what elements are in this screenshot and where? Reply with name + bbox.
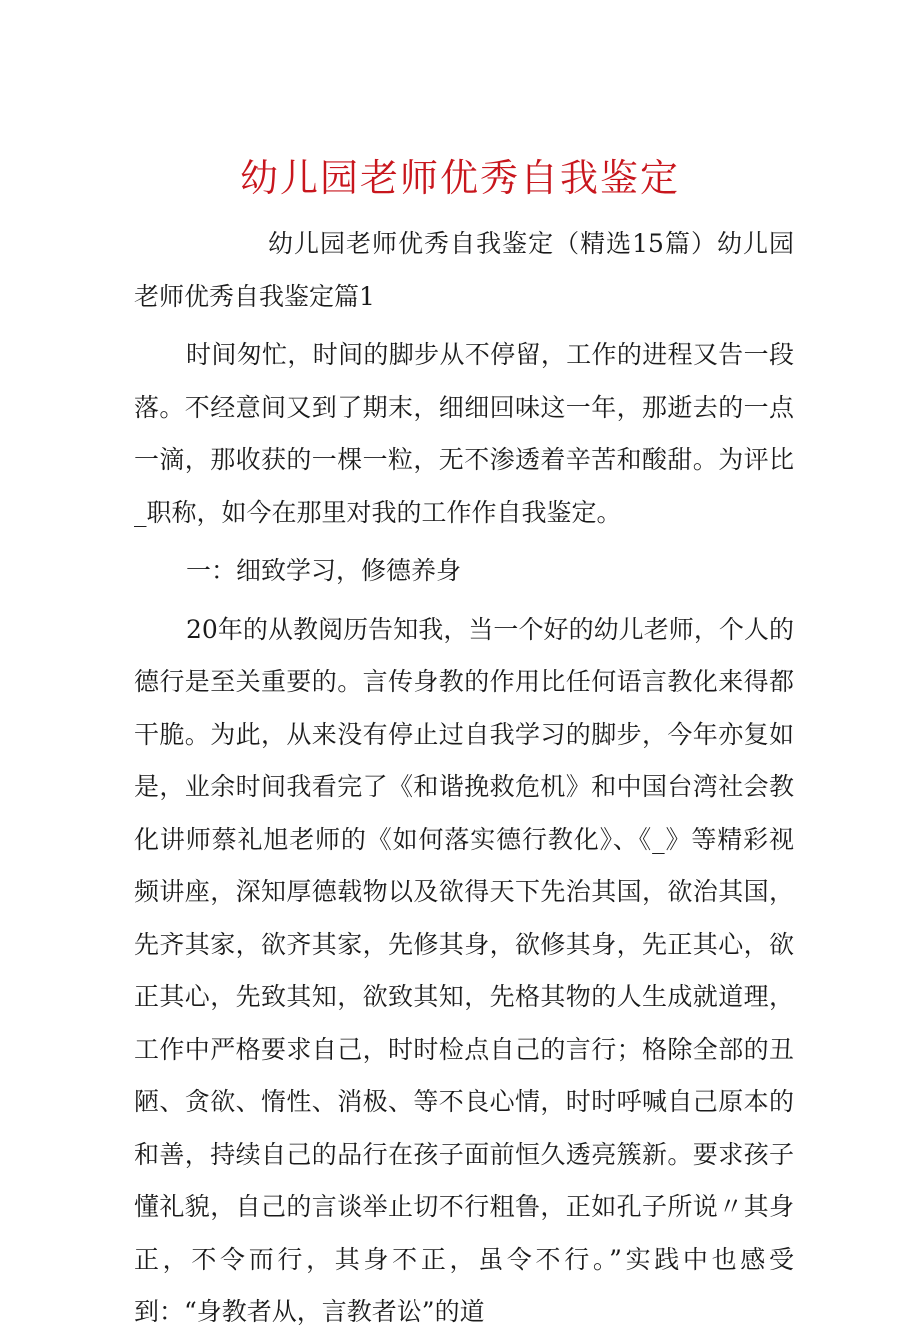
paragraph-body: 20年的从教阅历告知我，当一个好的幼儿老师，个人的德行是至关重要的。言传身教的作用比任何语言教化来得都干脆。为此，从来没有停止过自我学习的脚步，今年亦复如是，业余时间我看完了《和谐挽救危机》和中国台湾社会教化讲师蔡礼旭老师的《如何落实德行教化》、《_》等精彩视频讲座，深知厚德载物以及欲得天下先治其国，欲治其国，先齐其家，欲齐其家，先修其身，欲修其身，先正其心，欲正其心，先致其知，欲致其知，先格其物的人生成就道理，工作中严格要求自己，时时检点自己的言行；格除全部的丑陋、贪欲、惰性、消极、等不良心情，时时呼喊自己原本的和善，持续自己的品行在孩子面前恒久透亮簇新。要求孩子懂礼貌，自己的言谈举止切不行粗鲁，正如孔子所说〃其身正，不令而行，其身不正，虽令不行。”实践中也感受到：“身教者从，言教者讼”的道 bbox=[134, 614, 794, 1326]
document-body bbox=[134, 218, 794, 1339]
paragraph-intro: 时间匆忙，时间的脚步从不停留，工作的进程又告一段落。不经意间又到了期末，细细回味这一年，那逝去的一点一滴，那收获的一棵一粒，无不渗透着辛苦和酸甜。为评比_职称，如今在那里对我的工作作自我鉴定。 bbox=[134, 340, 794, 527]
document-subtitle: 幼儿园老师优秀自我鉴定（精选15篇）幼儿园老师优秀自我鉴定篇1 bbox=[134, 229, 794, 311]
document-title: 幼儿园老师优秀自我鉴定 bbox=[239, 156, 680, 200]
section-heading: 一：细致学习，修德养身 bbox=[186, 556, 462, 585]
